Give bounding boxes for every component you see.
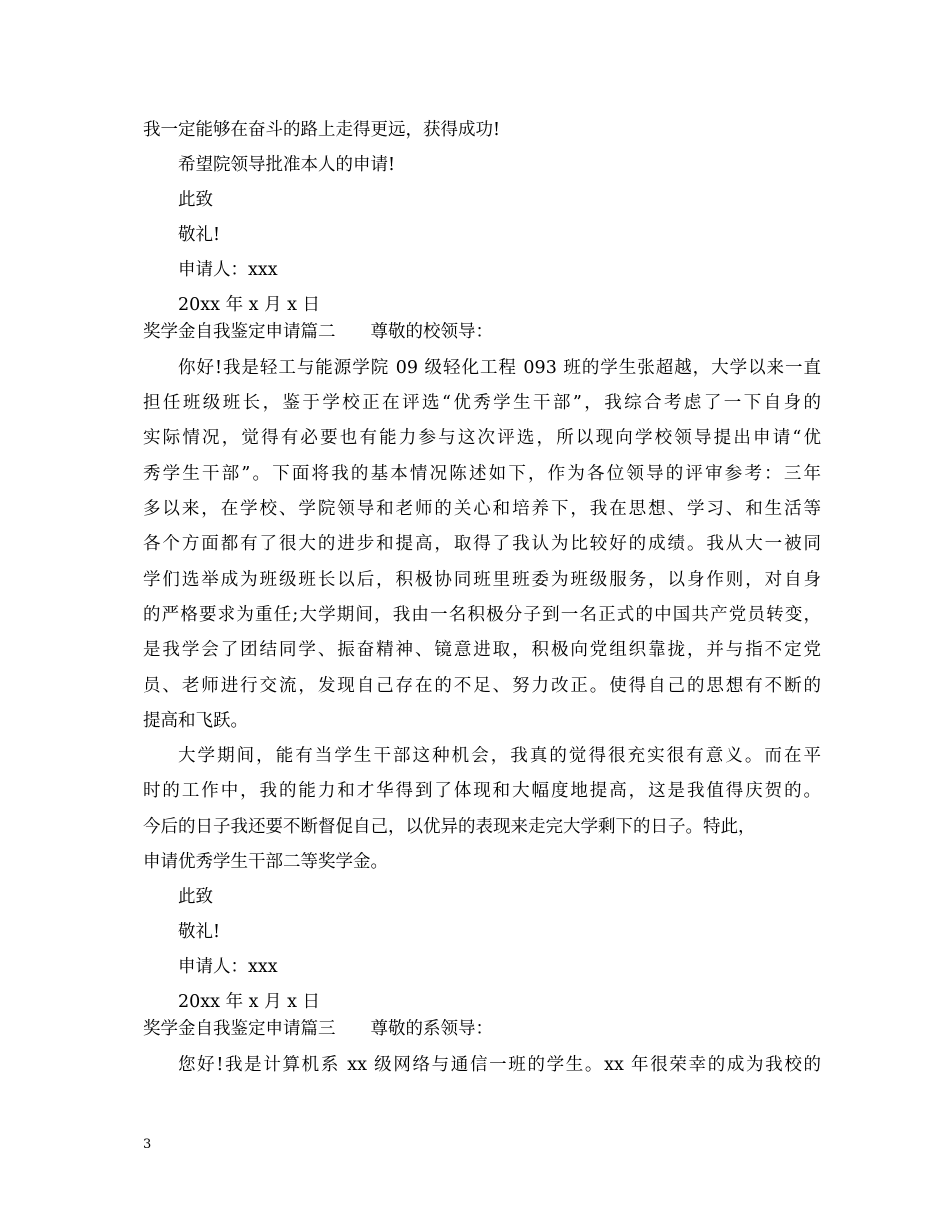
text-line: 学们选举成为班级班长以后，积极协同班里班委为班级服务，以身作则，对自身 <box>143 570 821 590</box>
date-line: 20xx 年 x 月 x 日 <box>178 295 321 315</box>
salutation-line: 敬礼! <box>178 922 221 942</box>
section-heading: 奖学金自我鉴定申请篇二 尊敬的校领导： <box>143 322 493 342</box>
text-line: 的严格要求为重任;大学期间，我由一名积极分子到一名正式的中国共产党员转变， <box>143 605 821 625</box>
text-line: 申请优秀学生干部二等奖学金。 <box>143 852 388 872</box>
date-line: 20xx 年 x 月 x 日 <box>178 992 321 1012</box>
text-line: 员、老师进行交流，发现自己存在的不足、努力改正。使得自己的思想有不断的 <box>143 676 821 696</box>
text-line: 今后的日子我还要不断督促自己，以优异的表现来走完大学剩下的日子。特此， <box>143 817 756 837</box>
text-line: 多以来，在学校、学院领导和老师的关心和培养下，我在思想、学习、和生活等 <box>143 499 821 519</box>
text-line: 您好!我是计算机系 xx 级网络与通信一班的学生。xx 年很荣幸的成为我校的 <box>178 1055 821 1075</box>
text-line: 提高和飞跃。 <box>143 711 248 731</box>
closing-line: 此致 <box>178 190 213 210</box>
applicant-line: 申请人：xxx <box>178 957 278 977</box>
text-line: 大学期间，能有当学生干部这种机会，我真的觉得很充实很有意义。而在平 <box>178 746 821 766</box>
text-line: 时的工作中，我的能力和才华得到了体现和大幅度地提高，这是我值得庆贺的。 <box>143 781 821 801</box>
text-line: 是我学会了团结同学、振奋精神、镜意进取，积极向党组织靠拢，并与指不定党 <box>143 640 821 660</box>
text-line: 实际情况，觉得有必要也有能力参与这次评选，所以现向学校领导提出申请“优 <box>143 428 821 448</box>
text-line: 秀学生干部”。下面将我的基本情况陈述如下，作为各位领导的评审参考：三年 <box>143 464 821 484</box>
text-line: 各个方面都有了很大的进步和提高，取得了我认为比较好的成绩。我从大一被同 <box>143 534 821 554</box>
applicant-line: 申请人：xxx <box>178 260 278 280</box>
salutation-line: 敬礼! <box>178 225 221 245</box>
text-line: 希望院领导批准本人的申请! <box>178 155 396 175</box>
section-heading: 奖学金自我鉴定申请篇三 尊敬的系领导： <box>143 1019 493 1039</box>
text-line: 你好!我是轻工与能源学院 09 级轻化工程 093 班的学生张超越，大学以来一直 <box>178 358 821 378</box>
text-line: 我一定能够在奋斗的路上走得更远，获得成功! <box>143 120 501 140</box>
closing-line: 此致 <box>178 887 213 907</box>
page-number: 3 <box>143 1137 152 1152</box>
text-line: 担任班级班长，鉴于学校正在评选“优秀学生干部”，我综合考虑了一下自身的 <box>143 393 821 413</box>
